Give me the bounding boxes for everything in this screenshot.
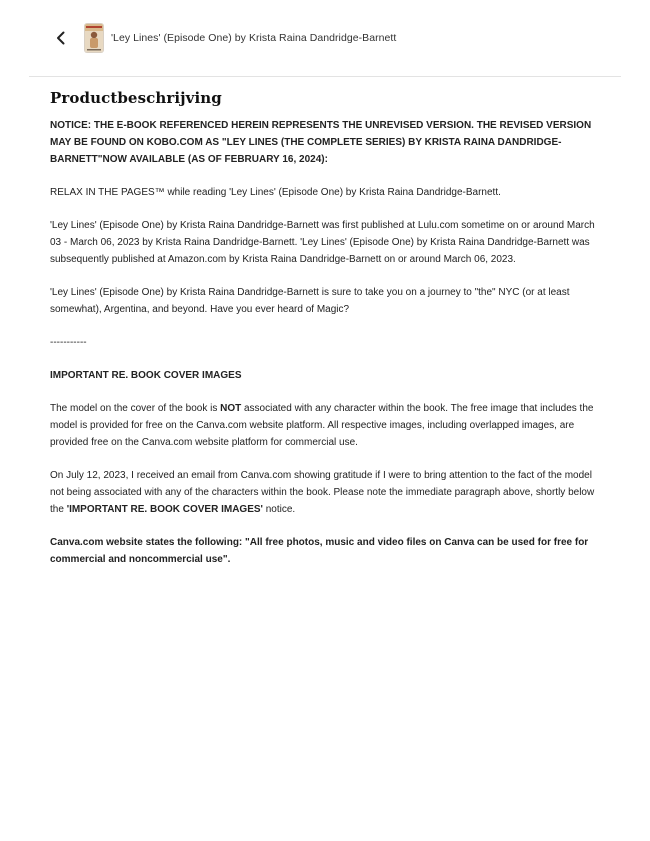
email-text-post: notice.: [262, 504, 296, 515]
separator-line: -----------: [50, 337, 87, 348]
journey-paragraph: 'Ley Lines' (Episode One) by Krista Raina Dandridge-Barnett is sure to take you on a journey to "the" NYC (or at least somewhat), Argentina, and beyond. Have you ever heard of Magic?: [50, 287, 570, 315]
section-title: Productbeschrijving: [50, 89, 222, 107]
notice-paragraph: NOTICE: THE E-BOOK REFERENCED HEREIN REPRESENTS THE UNREVISED VERSION. THE REVISED VERSION MAY BE FOUND ON KOBO.COM AS "LEY LINES (THE COMPLETE SERIES) BY KRISTA RAINA DANDRIDGE-BARNETT"NOW AVAILABLE (AS OF FEBRUARY 16, 2024):: [50, 120, 592, 165]
important-heading: IMPORTANT RE. BOOK COVER IMAGES: [50, 370, 242, 381]
book-title: 'Ley Lines' (Episode One) by Krista Raina Dandridge-Barnett: [111, 32, 397, 44]
top-bar: [29, 0, 621, 77]
email-text-pre: On July 12, 2023, I received an email from Canva.com showing gratitude if I were to bring attention to the fact of the model not being associated with any of the characters within the book. Please note the immediate paragraph above, shortly below the: [50, 470, 595, 515]
chevron-left-icon: [55, 31, 67, 45]
publication-paragraph: 'Ley Lines' (Episode One) by Krista Raina Dandridge-Barnett was first published at Lulu.com sometime on or around March 03 - March 06, 2023 by Krista Raina Dandridge-Barnett. 'Ley Lines' (Episode One) by Krista Raina Dandridge-Barnett was subsequently published at Amazon.com by Krista Raina Dandridge-Barnett on or around March 06, 2023.: [50, 220, 595, 265]
book-cover-thumbnail[interactable]: [85, 24, 103, 52]
model-paragraph: [50, 400, 600, 451]
email-paragraph: [50, 467, 600, 518]
product-description: [0, 77, 650, 568]
relax-paragraph: RELAX IN THE PAGES™ while reading 'Ley Lines' (Episode One) by Krista Raina Dandridge-Barnett.: [50, 187, 501, 198]
back-button[interactable]: [49, 26, 73, 50]
email-text-bold: 'IMPORTANT RE. BOOK COVER IMAGES': [66, 504, 263, 515]
model-text-bold: NOT: [220, 403, 242, 414]
canva-statement: Canva.com website states the following: "All free photos, music and video files on Canva can be used for free for commercial and noncommercial use".: [50, 537, 589, 565]
model-text-pre: The model on the cover of the book is: [50, 403, 221, 414]
model-text-post: associated with any character within the book. The free image that includes the model is provided for free on the Canva.com website platform. All respective images, including overlapped images, are provided free on the Canva.com website platform for commercial use.: [50, 403, 594, 448]
